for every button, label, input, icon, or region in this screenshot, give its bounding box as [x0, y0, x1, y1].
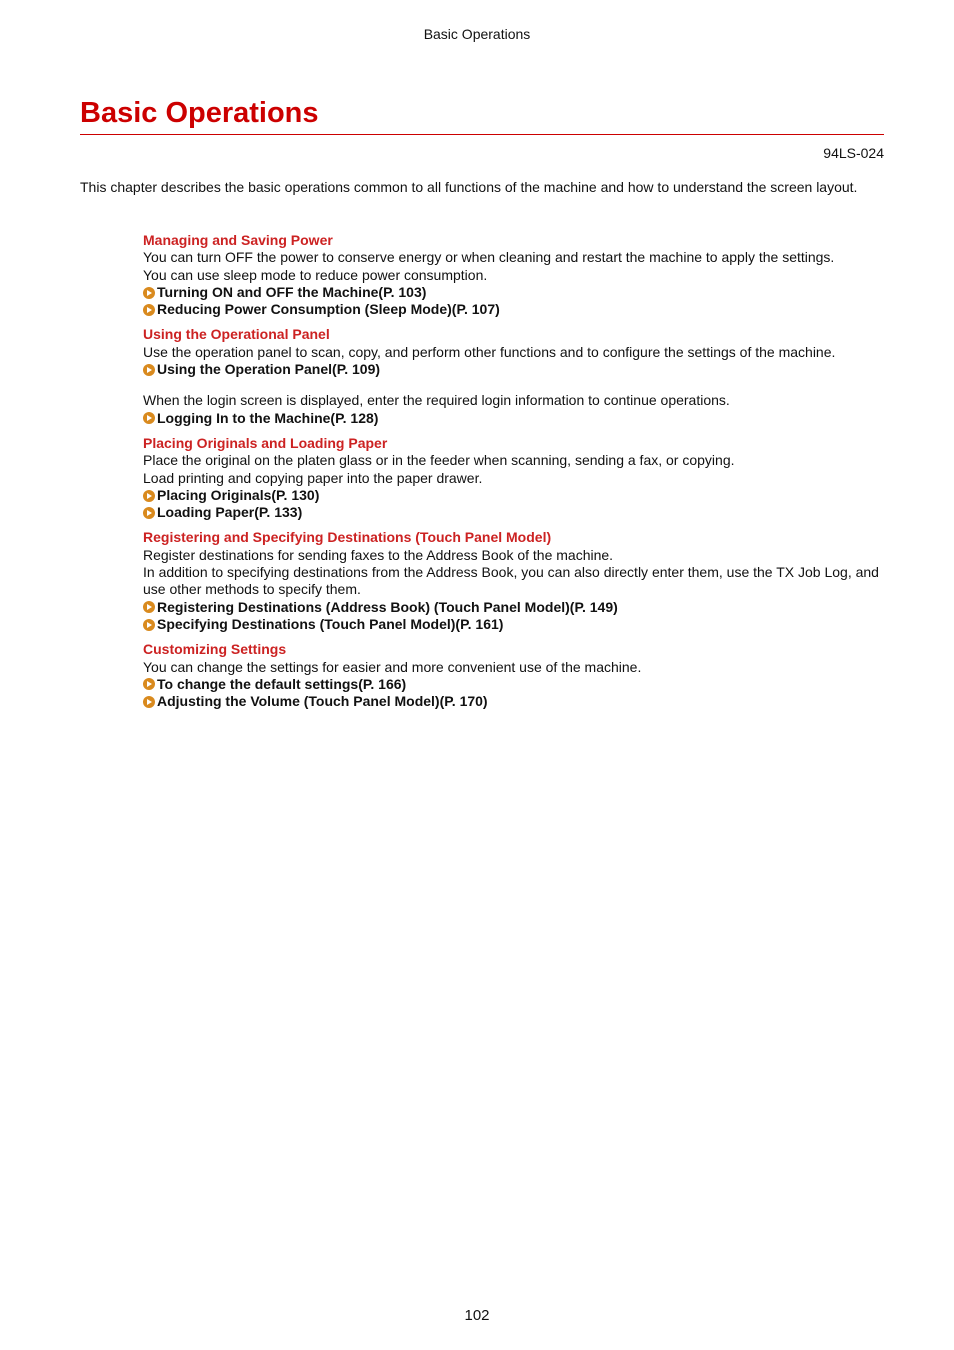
page-number: 102	[464, 1307, 490, 1324]
link-label: Specifying Destinations (Touch Panel Model)(P. 161)	[157, 615, 504, 632]
arrow-circle-icon	[143, 490, 155, 502]
section-paragraph: You can use sleep mode to reduce power consumption.	[143, 266, 488, 283]
section-paragraph: You can turn OFF the power to conserve energy or when cleaning and restart the machine to apply the settings.	[143, 249, 835, 266]
section-heading: Placing Originals and Loading Paper	[143, 434, 388, 451]
section-paragraph: When the login screen is displayed, enter the required login information to continue operations.	[143, 392, 730, 409]
link-label: Loading Paper(P. 133)	[157, 504, 303, 521]
section-heading: Using the Operational Panel	[143, 326, 330, 343]
page-title: Basic Operations	[80, 97, 319, 129]
section-heading: Managing and Saving Power	[143, 232, 333, 248]
document-id: 94LS-024	[823, 145, 884, 161]
section-operational-panel	[143, 326, 888, 426]
link-turning-on-off[interactable]	[143, 284, 888, 301]
section-originals-paper	[143, 435, 888, 521]
link-specifying-destinations[interactable]	[143, 616, 888, 633]
link-registering-destinations[interactable]	[143, 599, 888, 616]
link-label: Logging In to the Machine(P. 128)	[157, 409, 379, 426]
arrow-circle-icon	[143, 287, 155, 299]
link-label: Turning ON and OFF the Machine(P. 103)	[157, 283, 427, 300]
link-loading-paper[interactable]	[143, 504, 888, 521]
section-paragraph: Use the operation panel to scan, copy, and perform other functions and to configure the settings of the machine.	[143, 343, 836, 360]
section-paragraph: Load printing and copying paper into the paper drawer.	[143, 469, 483, 486]
link-label: Reducing Power Consumption (Sleep Mode)(P. 107)	[157, 301, 500, 318]
arrow-circle-icon	[143, 412, 155, 424]
section-destinations	[143, 529, 888, 633]
link-label: Using the Operation Panel(P. 109)	[157, 361, 381, 378]
arrow-circle-icon	[143, 678, 155, 690]
arrow-circle-icon	[143, 619, 155, 631]
section-paragraph: Place the original on the platen glass or in the feeder when scanning, sending a fax, or copying.	[143, 452, 735, 469]
arrow-circle-icon	[143, 507, 155, 519]
running-header: Basic Operations	[423, 26, 531, 42]
link-operation-panel[interactable]	[143, 361, 888, 378]
intro-paragraph: This chapter describes the basic operations common to all functions of the machine and how to understand the screen layout.	[80, 179, 858, 195]
link-label: Placing Originals(P. 130)	[157, 486, 320, 503]
link-default-settings[interactable]	[143, 676, 888, 693]
link-label: To change the default settings(P. 166)	[157, 675, 407, 692]
title-rule	[80, 134, 884, 135]
section-customizing	[143, 641, 888, 710]
section-paragraph: Register destinations for sending faxes to the Address Book of the machine.	[143, 546, 614, 563]
arrow-circle-icon	[143, 601, 155, 613]
arrow-circle-icon	[143, 364, 155, 376]
section-paragraph: In addition to specifying destinations from the Address Book, you can also directly enter them, use the TX Job Log, and use other methods to specify them.	[143, 564, 879, 598]
link-logging-in[interactable]	[143, 410, 888, 427]
section-managing-power	[143, 232, 888, 318]
link-placing-originals[interactable]	[143, 487, 888, 504]
section-heading: Customizing Settings	[143, 641, 287, 658]
arrow-circle-icon	[143, 304, 155, 316]
link-adjusting-volume[interactable]	[143, 693, 888, 710]
arrow-circle-icon	[143, 696, 155, 708]
sections-list	[143, 232, 888, 718]
section-heading: Registering and Specifying Destinations (Touch Panel Model)	[143, 529, 552, 546]
link-label: Adjusting the Volume (Touch Panel Model)(P. 170)	[157, 693, 488, 710]
section-paragraph: You can change the settings for easier and more convenient use of the machine.	[143, 658, 642, 675]
link-label: Registering Destinations (Address Book) (Touch Panel Model)(P. 149)	[157, 598, 618, 615]
link-sleep-mode[interactable]	[143, 301, 888, 318]
